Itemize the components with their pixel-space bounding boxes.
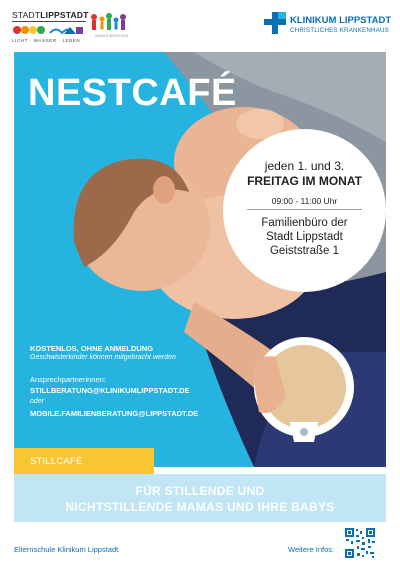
headline: NESTCAFÉ [28, 72, 237, 114]
cross-icon [264, 12, 286, 34]
schedule-time: 09:00 - 11:00 Uhr [271, 196, 338, 206]
city-logo-name: LIPPSTADT [40, 10, 89, 20]
family-figures-icon [88, 12, 128, 34]
audience-line-1: FÜR STILLENDE UND [135, 484, 265, 498]
kids-logo [88, 12, 128, 40]
info-subtext: Geschwisterkinder können mitgebracht werden [30, 354, 176, 361]
city-logo-tagline: LICHT · WASSER · LEBEN [12, 38, 81, 43]
audience-line-2: NICHTSTILLENDE MAMAS UND IHRE BABYS [65, 500, 335, 514]
contact-label: Ansprechpartnerinnen: [30, 375, 106, 384]
kids-logo-tagline: MOBILE BERATUNG [95, 34, 129, 38]
stillcafe-label: STILLCAFÉ [30, 456, 83, 467]
city-logo-divider [12, 21, 86, 22]
email-link-familienberatung[interactable]: MOBILE.FAMILIENBERATUNG@LIPPSTADT.DE [30, 409, 199, 418]
city-logo-graphic-icon [12, 24, 84, 36]
klinikum-name: KLINIKUM LIPPSTADT [290, 15, 392, 26]
location-address [223, 216, 386, 258]
klinikum-logo [264, 12, 392, 40]
email-link-stillberatung[interactable]: STILLBERATUNG@KLINIKUMLIPPSTADT.DE [30, 386, 190, 395]
location-line-3: Geiststraße 1 [269, 245, 340, 257]
city-logo-prefix: STADT [12, 10, 41, 20]
klinikum-subtitle: CHRISTLICHES KRANKENHAUS [290, 27, 390, 34]
qr-code-icon[interactable] [344, 527, 376, 559]
location-line-1: Familienbüro der [261, 217, 348, 229]
audience-band [14, 474, 386, 522]
footer-more-info: Weitere Infos: [288, 545, 335, 554]
location-line-2: Stadt Lippstadt [266, 231, 343, 243]
schedule-frequency: jeden 1. und 3. [264, 159, 345, 173]
schedule-circle [223, 129, 386, 292]
or-label: oder [30, 398, 45, 405]
schedule-day: FREITAG IM MONAT [247, 174, 362, 188]
circle-divider [247, 209, 362, 210]
footer-organizer: Elternschule Klinikum Lippstadt [14, 545, 119, 554]
city-logo [12, 10, 90, 46]
info-headline: KOSTENLOS, OHNE ANMELDUNG [30, 344, 154, 353]
